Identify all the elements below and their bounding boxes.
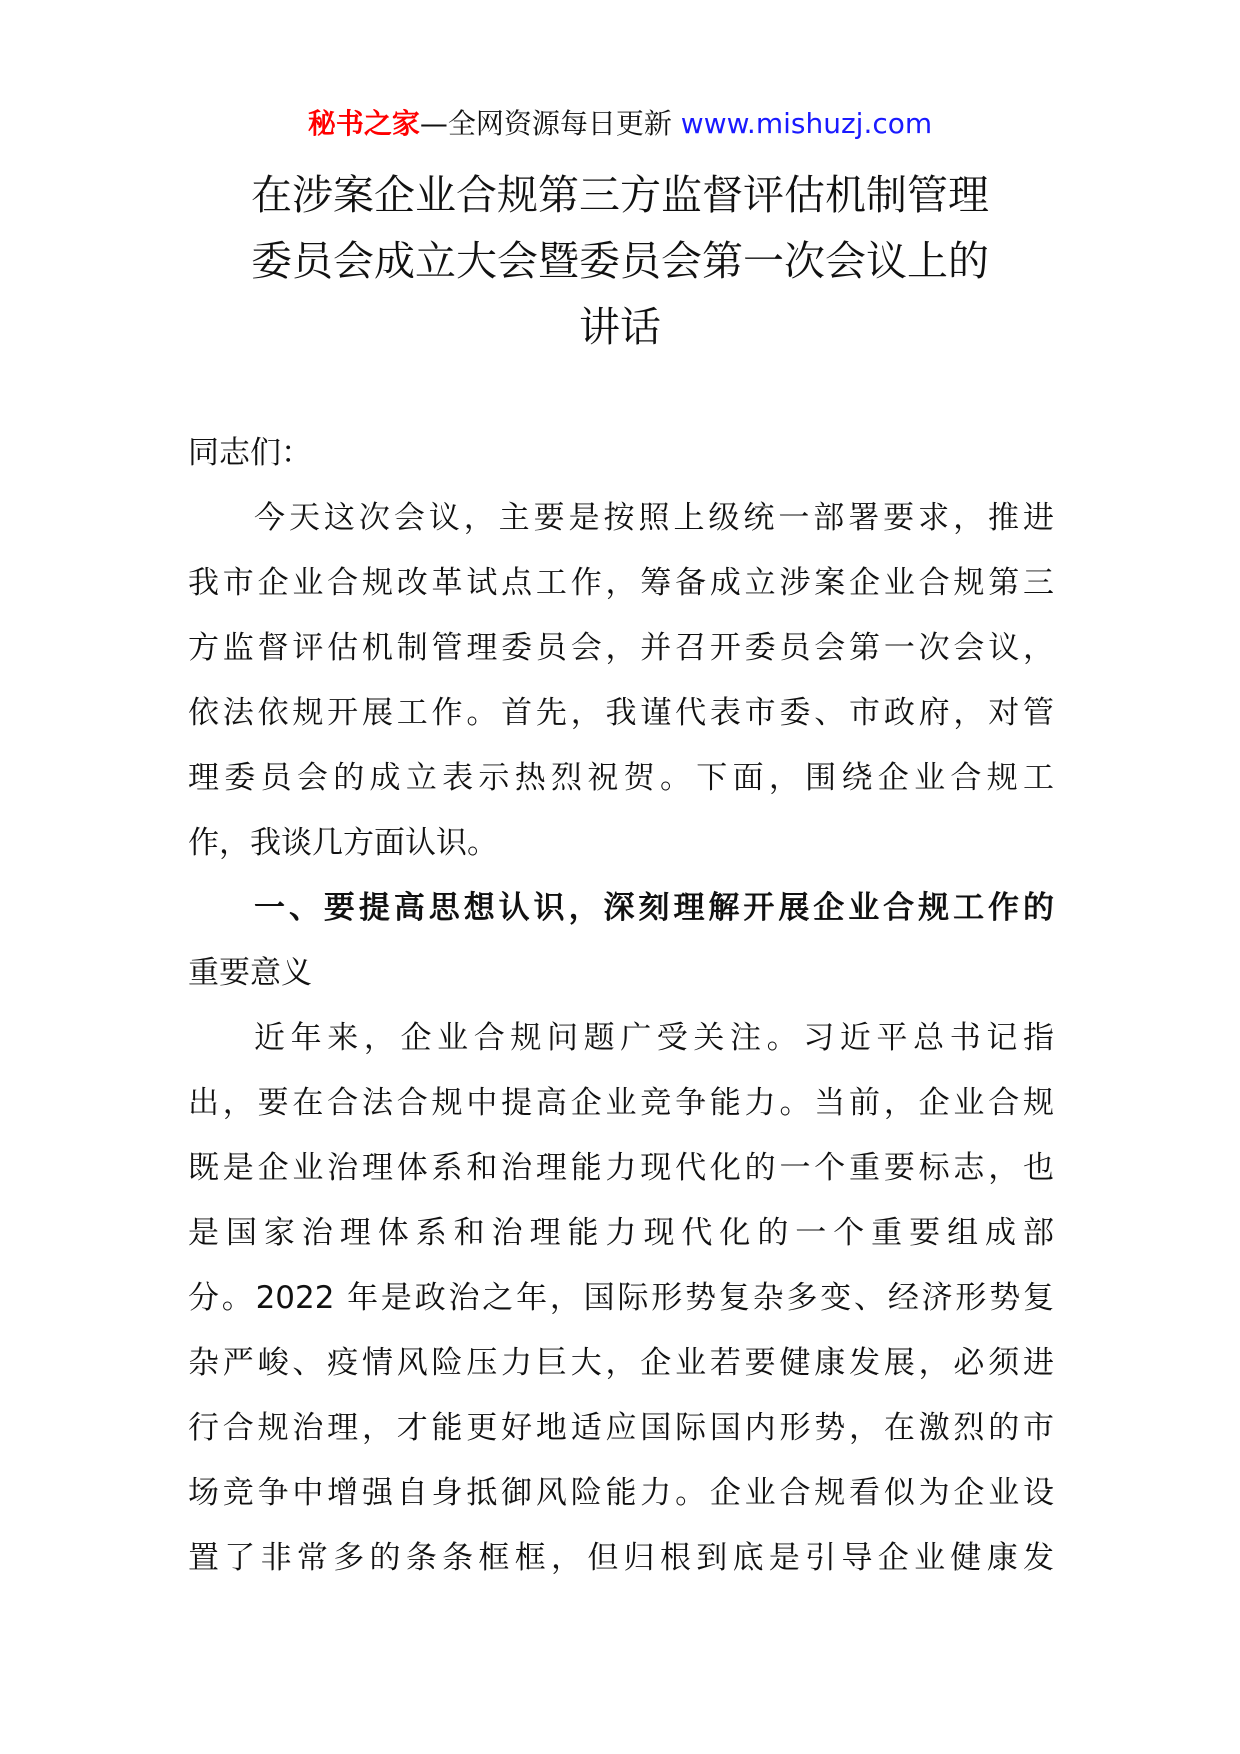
body-line: 出，要在合法合规中提高企业竞争能力。当前，企业合规 [188, 1085, 1054, 1121]
site-url-link[interactable]: www.mishuzj.com [680, 107, 933, 140]
salutation: 同志们： [188, 435, 312, 471]
body-line: 杂严峻、疫情风险压力巨大，企业若要健康发展，必须进 [188, 1345, 1054, 1381]
body-line: 是国家治理体系和治理能力现代化的一个重要组成部 [188, 1215, 1054, 1251]
title-line: 讲话 [579, 303, 661, 351]
title-line: 在涉案企业合规第三方监督评估机制管理 [251, 171, 989, 219]
document-title [180, 162, 1060, 360]
body-line: 置了非常多的条条框框，但归根到底是引导企业健康发 [188, 1540, 1054, 1576]
body-line: 今天这次会议，主要是按照上级统一部署要求，推进 [254, 500, 1054, 536]
body-line: 方监督评估机制管理委员会，并召开委员会第一次会议， [188, 630, 1054, 666]
section-heading: 一、要提高思想认识，深刻理解开展企业合规工作的 [254, 890, 1054, 926]
body-line: 分。2022 年是政治之年，国际形势复杂多变、经济形势复 [188, 1280, 1054, 1316]
header-slogan: —全网资源每日更新 [419, 107, 672, 140]
body-line: 依法依规开展工作。首先，我谨代表市委、市政府，对管 [188, 695, 1054, 731]
body-line: 场竞争中增强自身抵御风险能力。企业合规看似为企业设 [188, 1475, 1054, 1511]
body-line: 理委员会的成立表示热烈祝贺。下面，围绕企业合规工 [188, 760, 1054, 796]
title-line: 委员会成立大会暨委员会第一次会议上的 [251, 237, 989, 285]
brand-name: 秘书之家 [307, 107, 420, 140]
body-line: 行合规治理，才能更好地适应国际国内形势，在激烈的市 [188, 1410, 1054, 1446]
site-header [0, 104, 1240, 144]
body-line: 我市企业合规改革试点工作，筹备成立涉案企业合规第三 [188, 565, 1054, 601]
document-body [188, 421, 1054, 1591]
body-line: 既是企业治理体系和治理能力现代化的一个重要标志，也 [188, 1150, 1054, 1186]
body-line: 作，我谈几方面认识。 [188, 825, 498, 861]
section-heading-continued: 重要意义 [188, 955, 312, 991]
body-line: 近年来，企业合规问题广受关注。习近平总书记指 [254, 1020, 1054, 1056]
